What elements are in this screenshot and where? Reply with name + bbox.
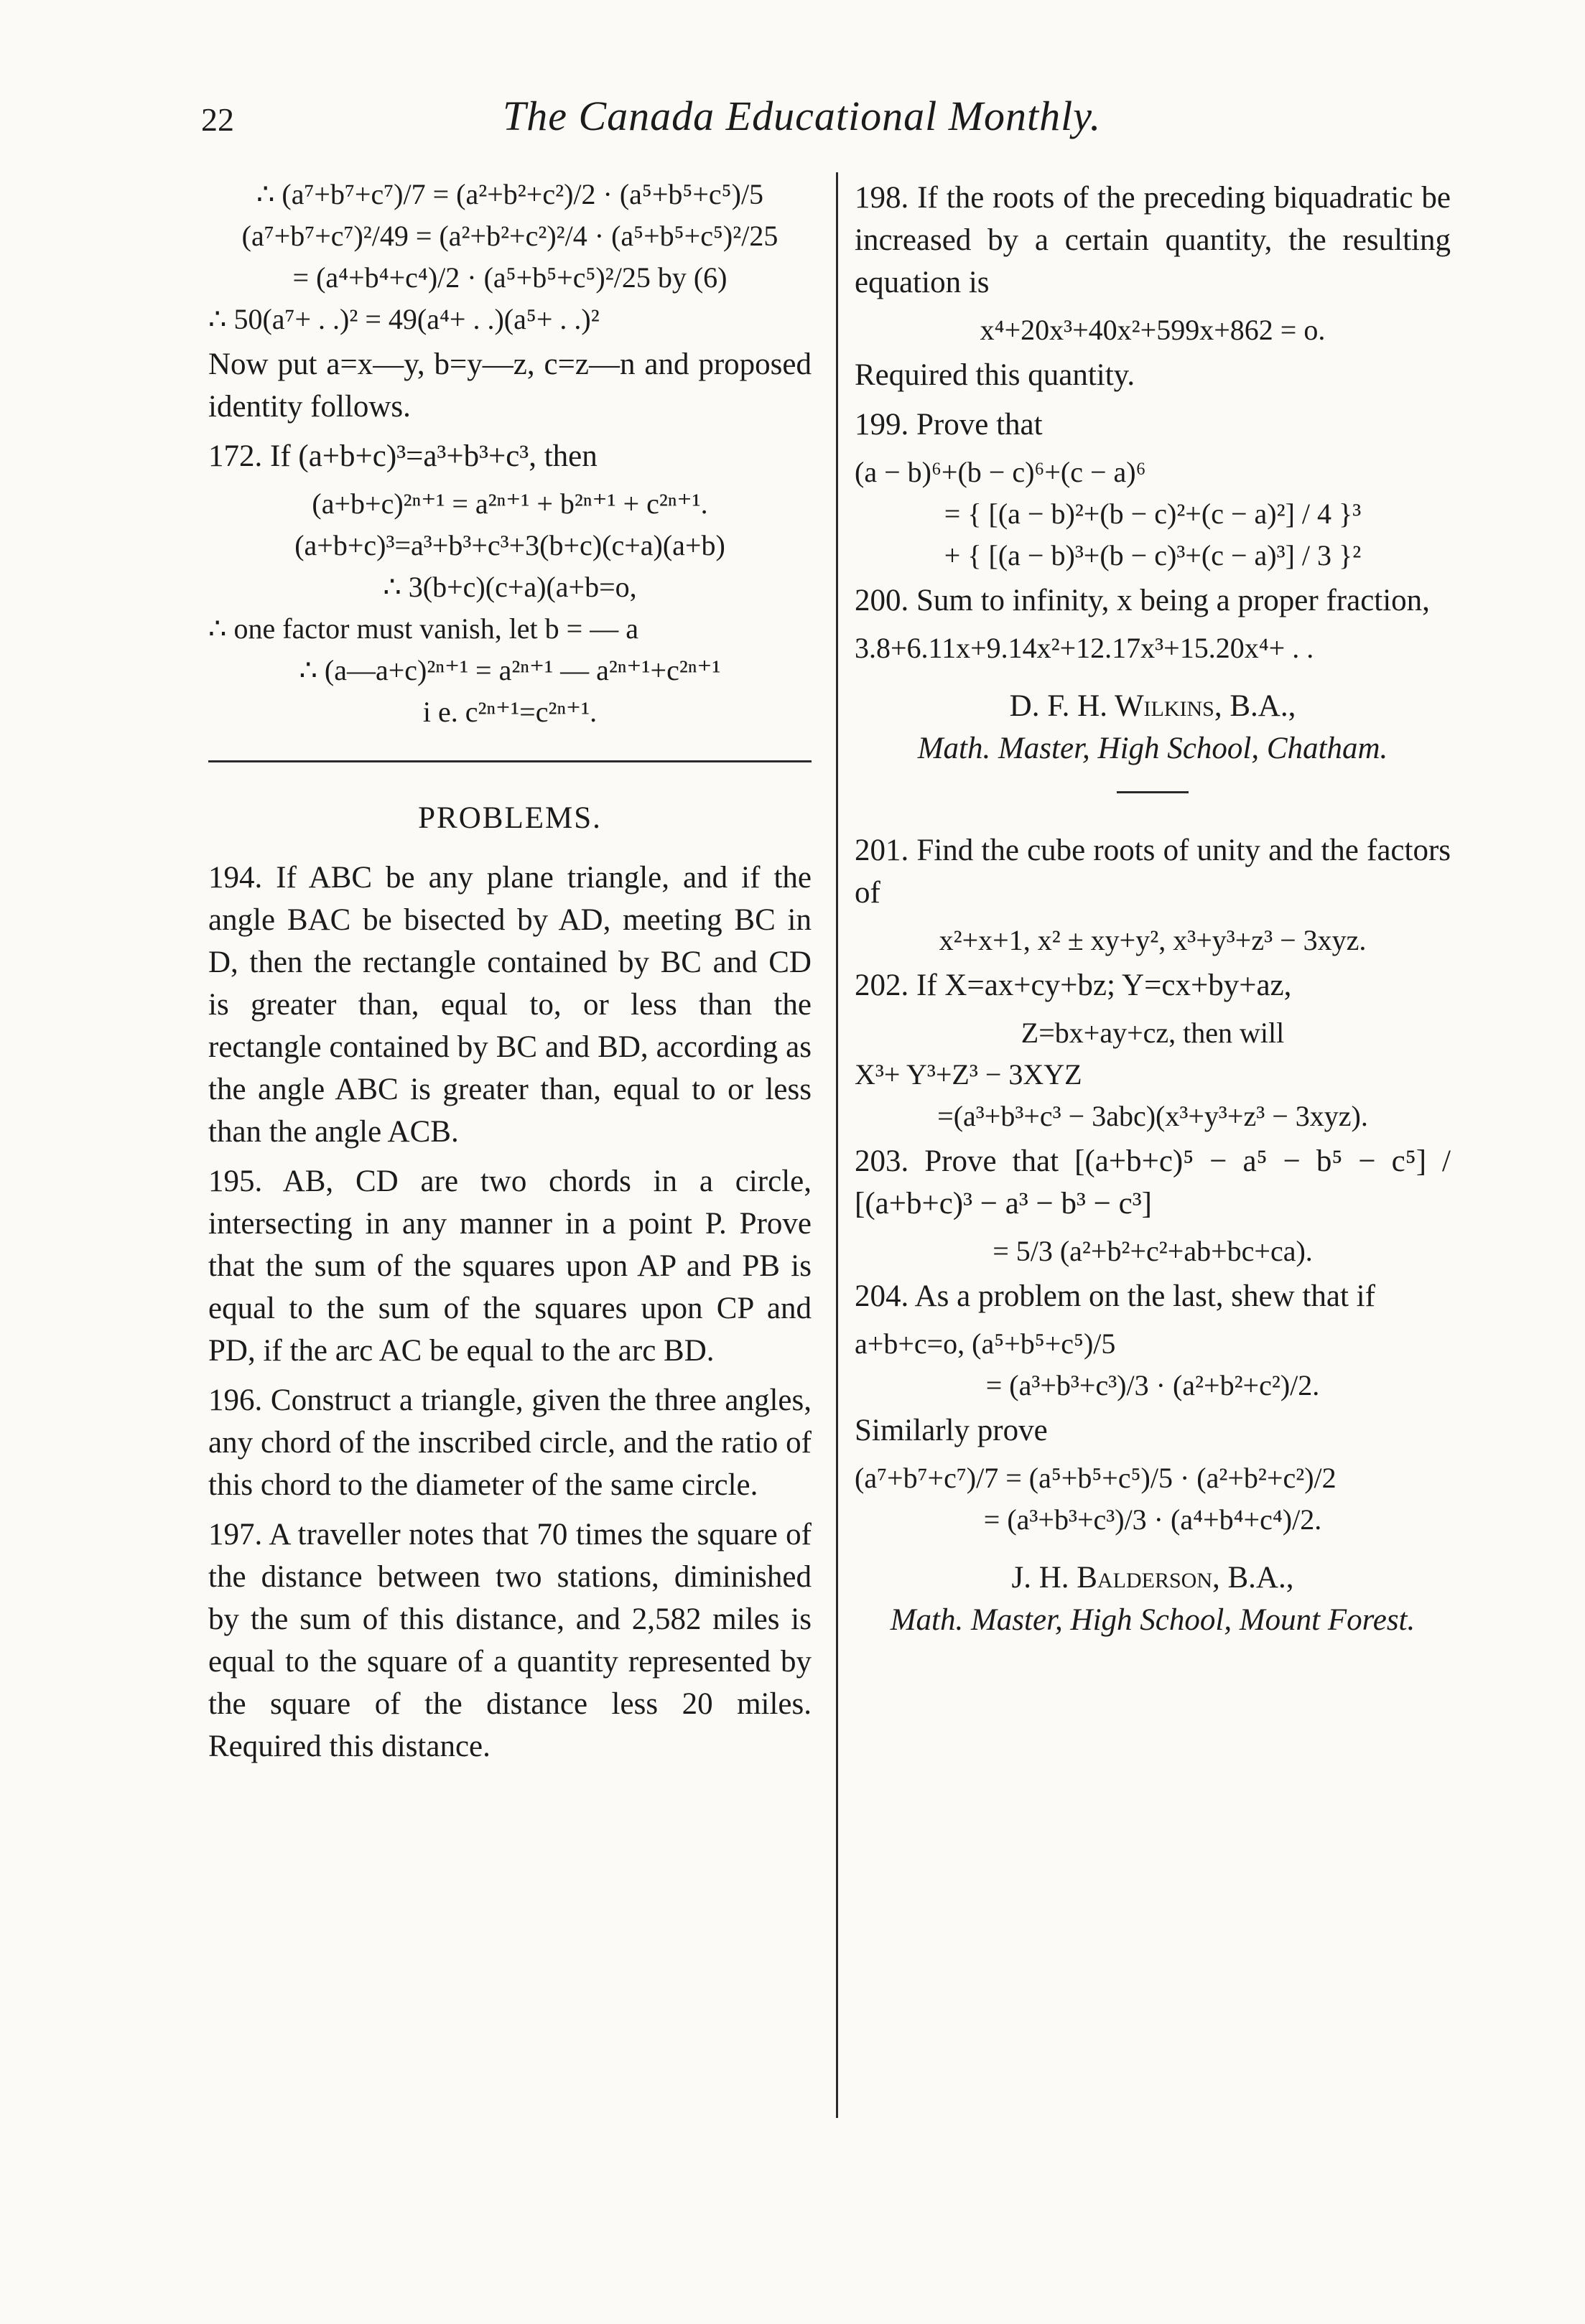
- left-column: [208, 172, 812, 1775]
- equation: x⁴+20x³+40x²+599x+862 = o.: [980, 314, 1326, 346]
- column-divider: [836, 172, 838, 2118]
- problem-194: 194. If ABC be any plane triangle, and if the angle BAC be bisected by AD, meeting BC in D, then the rectangle contained by BC and CD is greater than, equal to, or less than the rectangle contained by BC and BD, according as the angle ABC is greater than, equal to or less than the angle ACB.: [208, 861, 812, 1149]
- author-name: J. H. Balderson, B.A.,: [1011, 1561, 1294, 1595]
- paragraph: Similarly prove: [855, 1414, 1048, 1447]
- equation: ∴ 3(b+c)(c+a)(a+b=o,: [383, 571, 637, 603]
- author-role: Math. Master, High School, Chatham.: [917, 732, 1388, 765]
- equation: (a − b)⁶+(b − c)⁶+(c − a)⁶: [855, 456, 1146, 488]
- right-column: [855, 172, 1451, 1641]
- equation: (a⁷+b⁷+c⁷)/7 = (a⁵+b⁵+c⁵)/5 · (a²+b²+c²)/2: [855, 1462, 1337, 1494]
- equation: x²+x+1, x² ± xy+y², x³+y³+z³ − 3xyz.: [939, 924, 1367, 956]
- paragraph: Required this quantity.: [855, 358, 1135, 392]
- author-role: Math. Master, High School, Mount Forest.: [890, 1603, 1416, 1637]
- equation: = 5/3 (a²+b²+c²+ab+bc+ca).: [993, 1235, 1313, 1267]
- equation: (a+b+c)²ⁿ⁺¹ = a²ⁿ⁺¹ + b²ⁿ⁺¹ + c²ⁿ⁺¹.: [312, 487, 708, 520]
- equation: (a+b+c)³=a³+b³+c³+3(b+c)(c+a)(a+b): [294, 529, 725, 561]
- equation: = (a³+b³+c³)/3 · (a²+b²+c²)/2.: [985, 1369, 1320, 1401]
- section-rule: [208, 760, 812, 762]
- equation: i e. c²ⁿ⁺¹=c²ⁿ⁺¹.: [422, 696, 598, 728]
- problems-heading: PROBLEMS.: [418, 801, 602, 835]
- equation: X³+ Y³+Z³ − 3XYZ: [855, 1058, 1082, 1091]
- equation: + { [(a − b)³+(b − c)³+(c − a)³] / 3 }²: [944, 539, 1362, 571]
- equation: ∴ (a⁷+b⁷+c⁷)/7 = (a²+b²+c²)/2 · (a⁵+b⁵+c⁵)/5: [256, 178, 764, 210]
- paragraph: Now put a=x—y, b=y—z, c=z—n and proposed identity follows.: [208, 347, 812, 424]
- problem-172: 172. If (a+b+c)³=a³+b³+c³, then: [208, 439, 598, 473]
- equation: = { [(a − b)²+(b − c)²+(c − a)²] / 4 }³: [944, 498, 1362, 530]
- problem-204: 204. As a problem on the last, shew that if: [855, 1279, 1375, 1313]
- author-name: D. F. H. Wilkins, B.A.,: [1009, 689, 1296, 723]
- problem-199: 199. Prove that: [855, 408, 1043, 442]
- problem-198: 198. If the roots of the preceding biquadratic be increased by a certain quantity, the resulting equation is: [855, 181, 1451, 299]
- problem-196: 196. Construct a triangle, given the three angles, any chord of the inscribed circle, and the ratio of this chord to the diameter of the same circle.: [208, 1383, 812, 1502]
- equation: = (a³+b³+c³)/3 · (a⁴+b⁴+c⁴)/2.: [983, 1503, 1322, 1536]
- problem-203: 203. Prove that [(a+b+c)⁵ − a⁵ − b⁵ − c⁵] / [(a+b+c)³ − a³ − b³ − c³]: [855, 1144, 1451, 1221]
- page-number: 22: [201, 101, 234, 138]
- equation: ∴ one factor must vanish, let b = — a: [208, 612, 638, 645]
- short-rule: [1117, 791, 1189, 793]
- equation: ∴ 50(a⁷+ . .)² = 49(a⁴+ . .)(a⁵+ . .)²: [208, 303, 600, 335]
- equation: a+b+c=o, (a⁵+b⁵+c⁵)/5: [855, 1327, 1116, 1360]
- problem-195: 195. AB, CD are two chords in a circle, intersecting in any manner in a point P. Prove that the sum of the squares upon AP and PB is equal to the sum of the squares upon CP and PD, if the arc AC be equal to the arc BD.: [208, 1165, 812, 1368]
- equation: 3.8+6.11x+9.14x²+12.17x³+15.20x⁴+ . .: [855, 632, 1314, 664]
- problem-200: 200. Sum to infinity, x being a proper fraction,: [855, 584, 1430, 617]
- problem-201: 201. Find the cube roots of unity and the factors of: [855, 834, 1451, 910]
- equation: (a⁷+b⁷+c⁷)²/49 = (a²+b²+c²)²/4 · (a⁵+b⁵+c⁵)²/25: [241, 220, 778, 252]
- equation: Z=bx+ay+cz, then will: [1021, 1017, 1285, 1049]
- running-head: The Canada Educational Monthly.: [503, 93, 1102, 139]
- equation: = (a⁴+b⁴+c⁴)/2 · (a⁵+b⁵+c⁵)²/25 by (6): [292, 261, 728, 294]
- equation: =(a³+b³+c³ − 3abc)(x³+y³+z³ − 3xyz).: [937, 1100, 1368, 1132]
- equation: ∴ (a—a+c)²ⁿ⁺¹ = a²ⁿ⁺¹ — a²ⁿ⁺¹+c²ⁿ⁺¹: [299, 654, 721, 686]
- problem-197: 197. A traveller notes that 70 times the square of the distance between two stations, diminished by the sum of this distance, and 2,582 miles is equal to the square of a quantity represented by the square of the distance less 20 miles. Required this distance.: [208, 1518, 812, 1763]
- problem-202: 202. If X=ax+cy+bz; Y=cx+by+az,: [855, 969, 1292, 1002]
